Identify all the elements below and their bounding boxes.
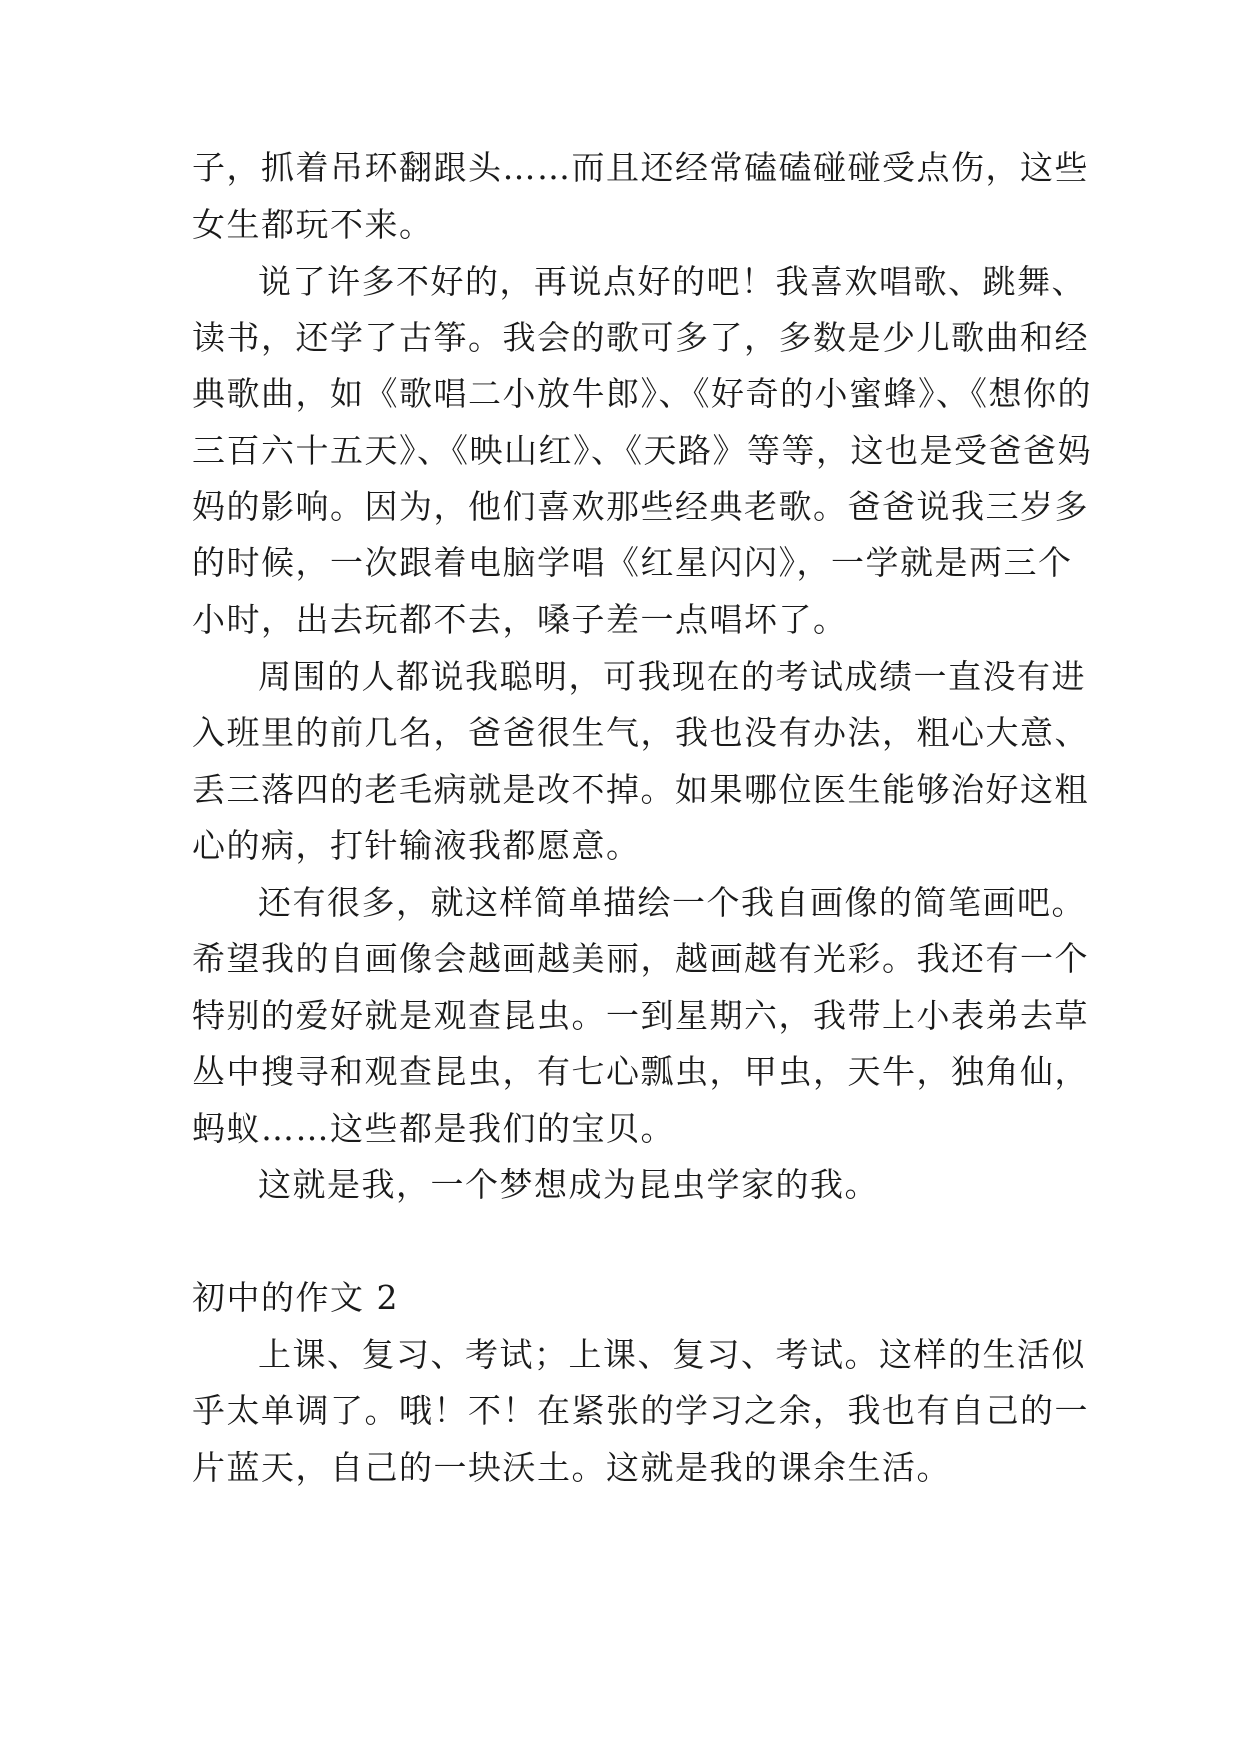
text-line: 片蓝天，自己的一块沃土。这就是我的课余生活。: [192, 1448, 951, 1487]
text-line: 三百六十五天》、《映山红》、《天路》等等，这也是受爸爸妈: [192, 431, 1092, 470]
text-line: 的时候，一次跟着电脑学唱《红星闪闪》，一学就是两三个: [192, 543, 1073, 582]
text-line: 特别的爱好就是观查昆虫。一到星期六，我带上小表弟去草: [192, 996, 1089, 1035]
text-line: 小时，出去玩都不去，嗓子差一点唱坏了。: [192, 600, 848, 639]
text-line: 读书，还学了古筝。我会的歌可多了，多数是少儿歌曲和经: [192, 318, 1089, 357]
paragraph-start-line: 周围的人都说我聪明，可我现在的考试成绩一直没有进: [258, 657, 1086, 696]
paragraph-start-line: 这就是我，一个梦想成为昆虫学家的我。: [258, 1165, 879, 1204]
text-line: 典歌曲，如《歌唱二小放牛郎》、《好奇的小蜜蜂》、《想你的: [192, 374, 1092, 413]
text-line: 希望我的自画像会越画越美丽，越画越有光彩。我还有一个: [192, 939, 1089, 978]
text-line: 蚂蚁……这些都是我们的宝贝。: [192, 1109, 675, 1148]
text-line: 心的病，打针输液我都愿意。: [192, 826, 641, 865]
text-line: 入班里的前几名，爸爸很生气，我也没有办法，粗心大意、: [192, 713, 1089, 752]
paragraph-start-line: 说了许多不好的，再说点好的吧！我喜欢唱歌、跳舞、: [258, 262, 1086, 301]
text-line: 丢三落四的老毛病就是改不掉。如果哪位医生能够治好这粗: [192, 770, 1089, 809]
text-line: 女生都玩不来。: [192, 205, 434, 244]
text-line: 丛中搜寻和观查昆虫，有七心瓢虫，甲虫，天牛，独角仙，: [192, 1052, 1089, 1091]
text-line: 妈的影响。因为，他们喜欢那些经典老歌。爸爸说我三岁多: [192, 487, 1089, 526]
text-line: 乎太单调了。哦！不！在紧张的学习之余，我也有自己的一: [192, 1391, 1089, 1430]
text-line: 子，抓着吊环翻跟头……而且还经常磕磕碰碰受点伤，这些: [192, 148, 1089, 187]
paragraph-start-line: 上课、复习、考试；上课、复习、考试。这样的生活似: [258, 1335, 1086, 1374]
paragraph-start-line: 还有很多，就这样简单描绘一个我自画像的简笔画吧。: [258, 883, 1086, 922]
section-heading: 初中的作文 2: [192, 1278, 399, 1317]
